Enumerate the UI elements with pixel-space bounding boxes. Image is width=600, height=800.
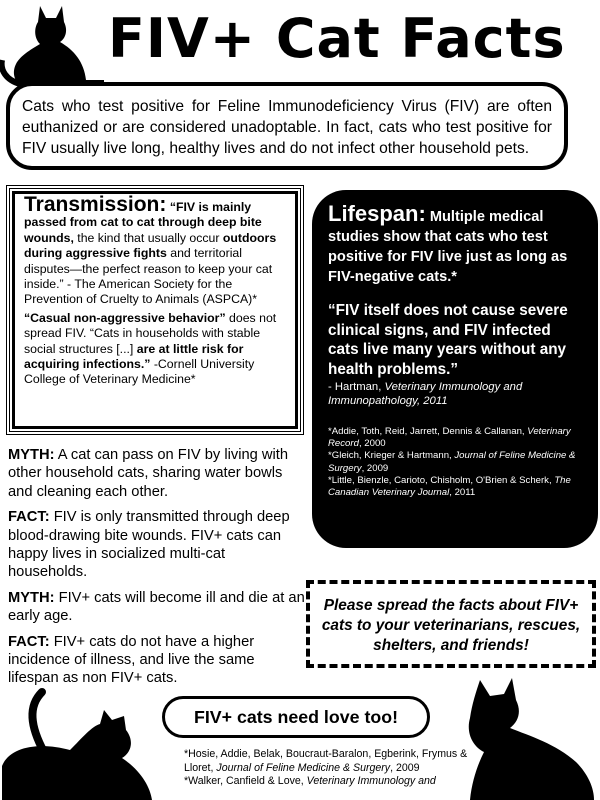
lifespan-heading: Lifespan: <box>328 201 426 226</box>
attrib-author: - Hartman, <box>328 381 385 393</box>
transmission-quote-bold: “FIV is mainly passed from cat to cat through deep bite wounds, <box>24 200 262 245</box>
page-title: FIV+ Cat Facts <box>108 7 566 70</box>
casual-behavior-bold: “Casual non-aggressive behavior” <box>24 310 226 325</box>
lifespan-attribution <box>328 381 582 408</box>
lifespan-box <box>312 190 598 548</box>
casual-behavior-bold2: are at little risk for acquiring infections.” <box>24 341 244 372</box>
lifespan-quote: “FIV itself does not cause severe clinical signs, and FIV infected cats live many years without any health problems.” <box>328 302 568 378</box>
transmission-box <box>6 185 304 435</box>
cat-silhouette-icon <box>0 0 112 90</box>
myth-item: MYTH: FIV+ cats will become ill and die at an early age. <box>8 589 305 625</box>
transmission-quote-text2: and territorial disputes—the perfect reason to keep your cat inside.” - The American Society for the Prevention of Cruelty to Animals (ASPCA)* <box>24 246 273 307</box>
intro-text: Cats who test positive for Feline Immunodeficiency Virus (FIV) are often euthanized or are considered unadoptable. In fact, cats who test positive for FIV usually live long, healthy lives and do not infect other household pets. <box>22 98 552 157</box>
attrib-journal: Veterinary Immunology and Immunopathology, 2011 <box>328 381 523 407</box>
lifespan-references <box>328 426 582 499</box>
reference-item: *Little, Bienzle, Carioto, Chisholm, O'Brien & Scherk, The Canadian Veterinary Journal, 2011 <box>328 474 571 499</box>
transmission-quote-bold2: outdoors during aggressive fights <box>24 230 277 261</box>
fact-item: FACT: FIV+ cats do not have a higher incidence of illness, and live the same lifespan as non FIV+ cats. <box>8 633 255 687</box>
reference-item: *Addie, Toth, Reid, Jarrett, Dennis & Callanan, Veterinary Record, 2000 <box>328 426 571 450</box>
love-banner <box>162 696 430 738</box>
fact-item: FACT: FIV is only transmitted through deep blood-drawing bite wounds. FIV+ cats can happy lives in socialized multi-cat households. <box>8 509 290 581</box>
casual-behavior-text: does not spread FIV. “Cats in households with stable social structures [...] <box>24 310 277 356</box>
bottom-references <box>184 748 484 789</box>
reference-item: *Walker, Canfield & Love, Veterinary Immunology and <box>184 775 436 787</box>
cat-silhouette-icon <box>0 686 172 800</box>
reference-item: *Hosie, Addie, Belak, Boucraut-Baralon, Egberink, Frymus & Lloret, Journal of Feline Medicine & Surgery, 2009 <box>184 748 468 774</box>
spread-facts-text: Please spread the facts about FIV+ cats to your veterinarians, rescues, shelters, and friends! <box>321 597 581 654</box>
lifespan-summary: Multiple medical studies show that cats who test positive for FIV live just as long as FIV-negative cats.* <box>328 209 568 285</box>
reference-item: *Gleich, Krieger & Hartmann, Journal of Feline Medicine & Surgery, 2009 <box>328 450 576 474</box>
myth-item: MYTH: A cat can pass on FIV by living with other household cats, sharing water bowls and cleaning each other. <box>8 447 289 500</box>
spread-facts-box <box>306 580 596 668</box>
transmission-heading: Transmission: <box>24 193 167 216</box>
transmission-quote-text: the kind that usually occur <box>73 230 223 245</box>
intro-box <box>6 82 568 170</box>
myth-fact-list <box>8 446 308 695</box>
love-text: FIV+ cats need love too! <box>193 707 399 727</box>
casual-behavior-source: -Cornell University College of Veterinary Medicine* <box>24 357 255 387</box>
cat-silhouette-icon <box>460 670 600 800</box>
